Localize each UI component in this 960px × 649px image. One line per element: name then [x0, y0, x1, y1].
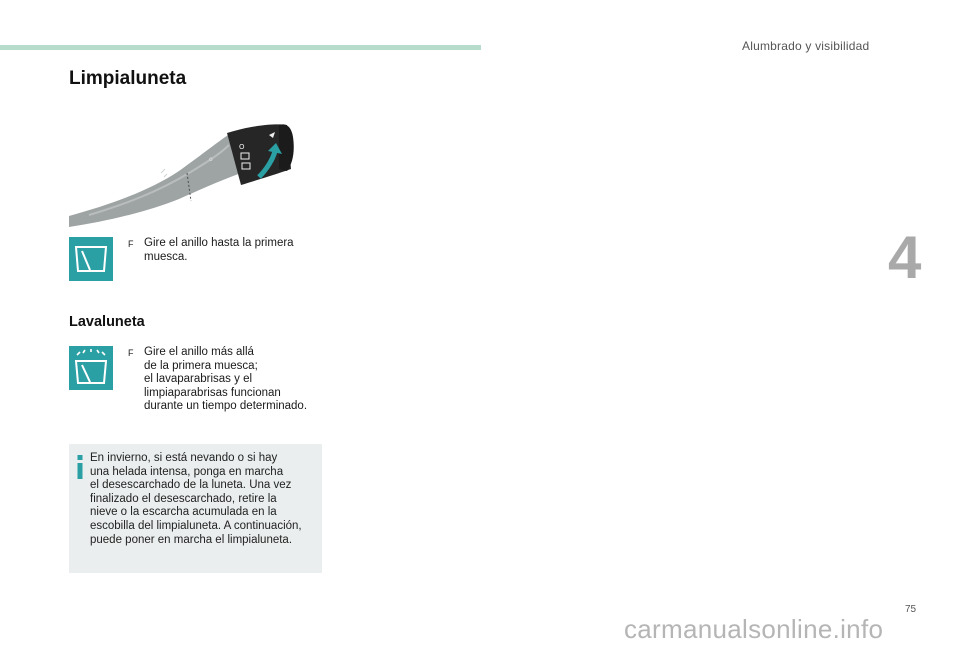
bullet-marker: F [128, 239, 134, 249]
section-header: Alumbrado y visibilidad [742, 39, 870, 53]
note-text: En invierno, si está nevando o si hay una helada intensa, ponga en marcha el desescarchado de la luneta. Una vez finalizado el desescarchado, retire la nieve o la escarcha acumulada en la escobilla del limpialuneta. A continuación, puede poner en marcha el limpialuneta. [90, 452, 302, 546]
rear-washer-icon [69, 346, 113, 390]
stalk-illustration [69, 111, 322, 228]
page-title: Limpialuneta [69, 68, 187, 89]
chapter-number: 4 [888, 224, 922, 291]
section-heading: Lavaluneta [69, 314, 145, 330]
rear-wiper-icon [69, 237, 113, 281]
bullet-marker: F [128, 348, 134, 358]
watermark: carmanualsonline.info [624, 614, 884, 644]
info-note [69, 444, 322, 573]
step-text: Gire el anillo hasta la primera muesca. [144, 237, 294, 263]
svg-text:o: o [209, 156, 213, 163]
top-rule [0, 45, 481, 50]
step-text: Gire el anillo más allá de la primera muesca; el lavaparabrisas y el limpiaparabrisas funcionan durante un tiempo determinado. [144, 346, 308, 412]
svg-text:O: O [239, 143, 245, 151]
info-icon [75, 455, 85, 479]
page-number: 75 [905, 604, 917, 615]
